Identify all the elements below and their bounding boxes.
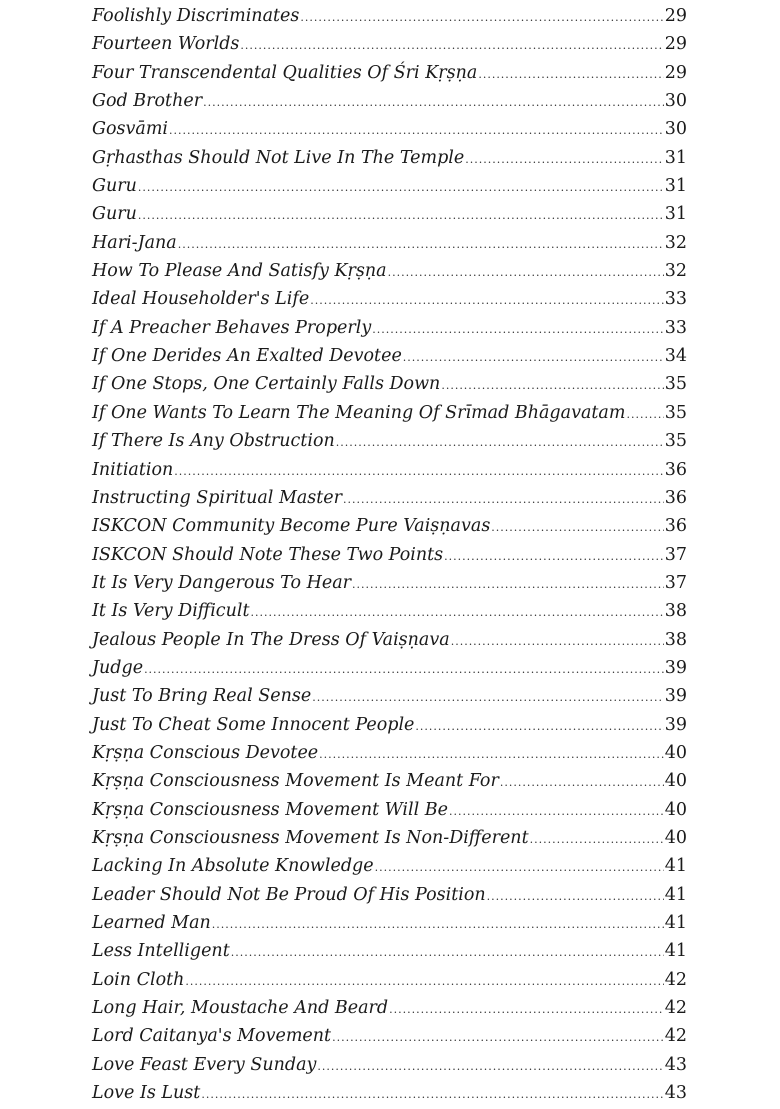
entry-page-number: 38	[664, 601, 687, 622]
entry-title: If One Stops, One Certainly Falls Down	[92, 374, 441, 395]
dot-leader	[487, 883, 664, 911]
entry-title: Initiation	[92, 459, 174, 480]
entry-title: Learned Man	[92, 913, 211, 933]
dot-leader	[530, 826, 664, 854]
entry-title: Leader Should Not Be Proud Of His Position	[92, 884, 486, 905]
index-entry	[92, 257, 687, 285]
index-entry	[92, 796, 687, 824]
dot-leader	[240, 32, 663, 60]
entry-title: If One Wants To Learn The Meaning Of Srīmad Bhāgavatam	[92, 402, 626, 423]
entry-page-number: 37	[664, 544, 687, 565]
entry-title: Lord Caitanya's Movement	[92, 1026, 332, 1047]
entry-title: Kṛṣṇa Conscious Devotee	[92, 742, 319, 763]
entry-page-number: 38	[664, 629, 687, 650]
dot-leader	[343, 486, 664, 514]
dot-leader	[319, 741, 664, 769]
index-entry	[92, 1051, 687, 1079]
entry-title: ISKCON Community Become Pure Vaiṣṇavas	[92, 516, 491, 537]
entry-title: Just To Bring Real Sense	[92, 686, 312, 707]
dot-leader	[403, 344, 664, 372]
index-entry	[92, 739, 687, 767]
index-entry	[92, 994, 687, 1022]
entry-title: Gṛhasthas Should Not Live In The Temple	[92, 147, 465, 168]
index-entry	[92, 59, 687, 87]
index-entry	[92, 654, 687, 682]
index-entry	[92, 909, 687, 937]
entry-page-number: 35	[664, 402, 687, 423]
dot-leader	[212, 911, 664, 939]
entry-page-number: 31	[664, 204, 687, 225]
index-entry	[92, 370, 687, 398]
entry-title: ISKCON Should Note These Two Points	[92, 544, 444, 565]
entry-title: Gosvāmi	[92, 119, 169, 140]
index-entry	[92, 456, 687, 484]
dot-leader	[441, 372, 663, 400]
entry-page-number: 32	[664, 261, 687, 282]
dot-leader	[451, 628, 664, 656]
index-entry	[92, 937, 687, 965]
entry-title: Four Transcendental Qualities Of Śri Kṛṣṇa	[92, 62, 478, 83]
dot-leader	[201, 1081, 663, 1109]
index-entry	[92, 285, 687, 313]
entry-title: If One Derides An Exalted Devotee	[92, 346, 402, 367]
dot-leader	[144, 656, 664, 684]
entry-page-number: 40	[664, 827, 687, 848]
index-entry	[92, 1079, 687, 1107]
dot-leader	[352, 571, 664, 599]
index-entry	[92, 541, 687, 569]
entry-page-number: 30	[664, 119, 687, 140]
entry-title: Judge	[92, 657, 144, 678]
dot-leader	[174, 458, 663, 486]
entry-title: Guru	[92, 176, 137, 197]
entry-page-number: 31	[664, 147, 687, 168]
dot-leader	[178, 231, 664, 259]
entry-title: It Is Very Difficult	[92, 601, 250, 622]
index-entry	[92, 966, 687, 994]
entry-title: God Brother	[92, 91, 203, 112]
dot-leader	[310, 287, 664, 315]
entry-page-number: 39	[664, 714, 687, 735]
entry-page-number: 29	[664, 6, 687, 26]
index-entry	[92, 30, 687, 58]
entry-page-number: 40	[664, 799, 687, 820]
index-entry	[92, 852, 687, 880]
index-entry	[92, 881, 687, 909]
entry-page-number: 41	[664, 884, 687, 905]
entry-page-number: 42	[664, 969, 687, 990]
entry-title: If A Preacher Behaves Properly	[92, 317, 372, 338]
index-entry	[92, 824, 687, 852]
index-entry	[92, 172, 687, 200]
entry-page-number: 41	[664, 856, 687, 877]
dot-leader	[138, 174, 664, 202]
dot-leader	[491, 514, 663, 542]
entry-page-number: 36	[664, 487, 687, 508]
entry-page-number: 35	[664, 431, 687, 452]
entry-page-number: 29	[664, 62, 687, 83]
entry-page-number: 31	[664, 176, 687, 197]
entry-title: Kṛṣṇa Consciousness Movement Will Be	[92, 799, 448, 820]
index-entry	[92, 512, 687, 540]
entry-page-number: 39	[664, 686, 687, 707]
entry-page-number: 29	[664, 34, 687, 55]
entry-title: Kṛṣṇa Consciousness Movement Is Meant For	[92, 771, 499, 792]
entry-page-number: 33	[664, 289, 687, 310]
entry-title: Loin Cloth	[92, 969, 185, 990]
dot-leader	[300, 4, 663, 32]
index-entry	[92, 626, 687, 654]
entry-page-number: 42	[664, 998, 687, 1019]
dot-leader	[336, 429, 664, 457]
entry-title: Foolishly Discriminates	[92, 6, 300, 26]
entry-page-number: 39	[664, 657, 687, 678]
dot-leader	[372, 316, 663, 344]
dot-leader	[203, 89, 664, 117]
entry-title: If There Is Any Obstruction	[92, 431, 335, 452]
dot-leader	[449, 798, 664, 826]
index-entry	[92, 342, 687, 370]
entry-title: Instructing Spiritual Master	[92, 487, 343, 508]
dot-leader	[465, 146, 663, 174]
entry-page-number: 43	[664, 1083, 687, 1104]
entry-title: Lacking In Absolute Knowledge	[92, 856, 374, 877]
index-entry	[92, 427, 687, 455]
index-entry	[92, 314, 687, 342]
dot-leader	[478, 61, 663, 89]
dot-leader	[626, 401, 663, 429]
index-entry	[92, 569, 687, 597]
index-entry	[92, 229, 687, 257]
entry-title: How To Please And Satisfy Kṛṣṇa	[92, 261, 387, 282]
index-entry	[92, 200, 687, 228]
entry-title: Love Is Lust	[92, 1083, 201, 1104]
entry-page-number: 36	[664, 516, 687, 537]
dot-leader	[185, 968, 663, 996]
entry-page-number: 40	[664, 771, 687, 792]
entry-title: Guru	[92, 204, 137, 225]
entry-page-number: 42	[664, 1026, 687, 1047]
index-entry	[92, 597, 687, 625]
entry-title: Fourteen Worlds	[92, 34, 240, 55]
dot-leader	[317, 1053, 663, 1081]
entry-page-number: 30	[664, 91, 687, 112]
dot-leader	[389, 996, 664, 1024]
entry-title: Hari-Jana	[92, 232, 177, 253]
index-entry	[92, 682, 687, 710]
dot-leader	[375, 854, 664, 882]
index-entry	[92, 115, 687, 143]
entry-title: Jealous People In The Dress Of Vaiṣṇava	[92, 629, 450, 650]
entry-title: Less Intelligent	[92, 941, 230, 962]
entry-title: Long Hair, Moustache And Beard	[92, 998, 389, 1019]
index-entry	[92, 144, 687, 172]
entry-page-number: 32	[664, 232, 687, 253]
entry-title: Kṛṣṇa Consciousness Movement Is Non-Different	[92, 827, 529, 848]
dot-leader	[138, 202, 664, 230]
index-entry	[92, 484, 687, 512]
dot-leader	[444, 543, 664, 571]
index-entry	[92, 1022, 687, 1050]
dot-leader	[332, 1024, 664, 1052]
entry-title: Ideal Householder's Life	[92, 289, 310, 310]
index-list	[92, 2, 687, 1107]
index-entry	[92, 711, 687, 739]
entry-page-number: 41	[664, 913, 687, 933]
dot-leader	[231, 939, 664, 967]
entry-page-number: 37	[664, 572, 687, 593]
index-entry	[92, 767, 687, 795]
entry-page-number: 33	[664, 317, 687, 338]
dot-leader	[169, 117, 664, 145]
dot-leader	[388, 259, 664, 287]
index-entry	[92, 2, 687, 30]
index-entry	[92, 399, 687, 427]
entry-page-number: 41	[664, 941, 687, 962]
dot-leader	[251, 599, 664, 627]
entry-title: Love Feast Every Sunday	[92, 1054, 317, 1075]
dot-leader	[500, 769, 664, 797]
entry-page-number: 35	[664, 374, 687, 395]
entry-title: Just To Cheat Some Innocent People	[92, 714, 415, 735]
dot-leader	[312, 684, 664, 712]
entry-page-number: 36	[664, 459, 687, 480]
entry-page-number: 43	[664, 1054, 687, 1075]
index-entry	[92, 87, 687, 115]
entry-page-number: 40	[664, 742, 687, 763]
entry-title: It Is Very Dangerous To Hear	[92, 572, 352, 593]
dot-leader	[415, 713, 663, 741]
entry-page-number: 34	[664, 346, 687, 367]
